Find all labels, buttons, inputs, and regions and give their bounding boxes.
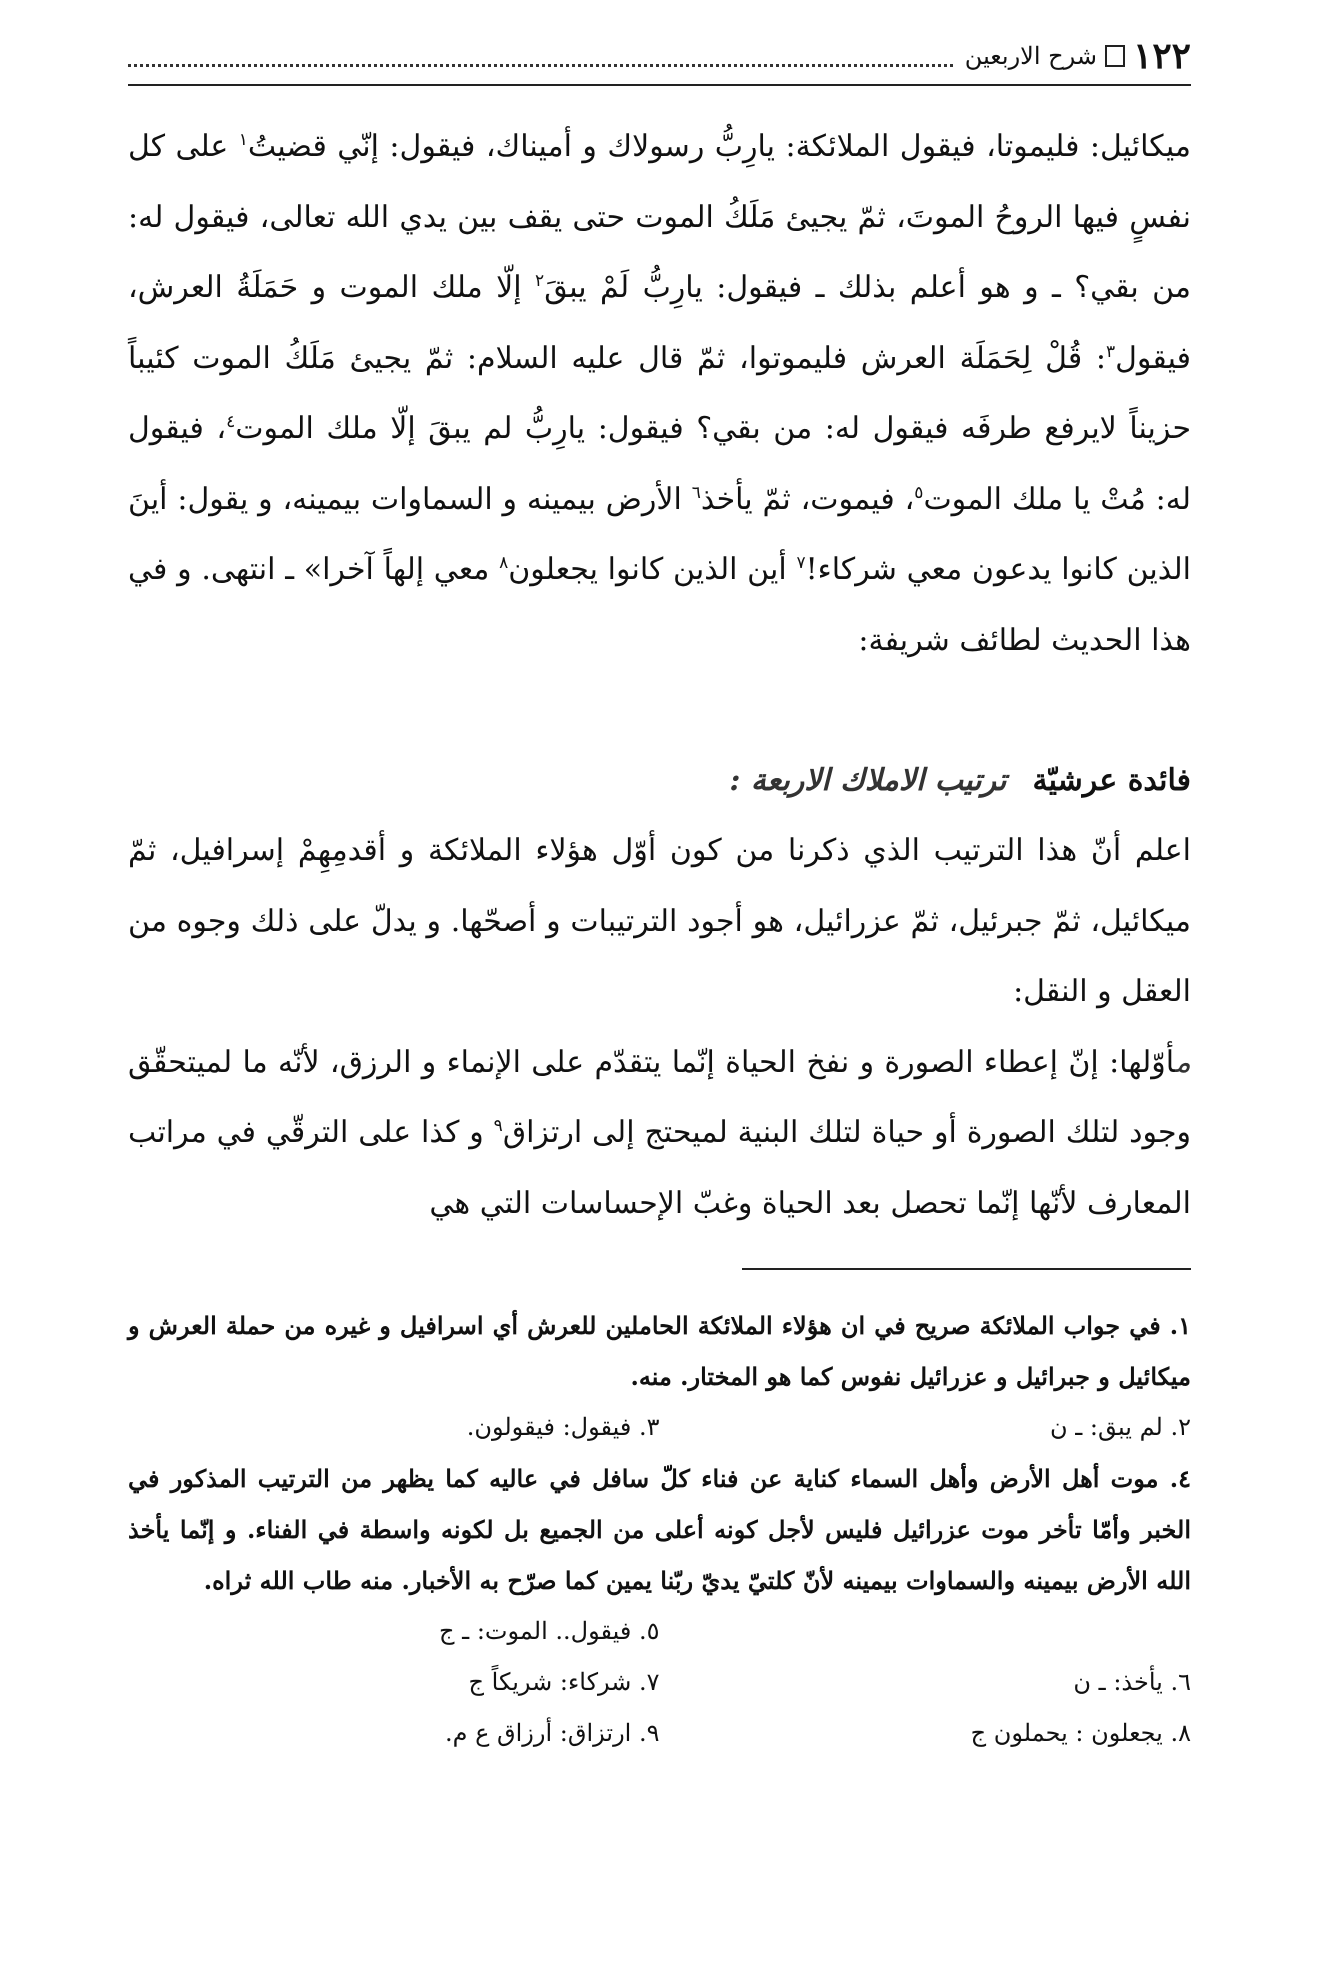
- main-text: [128, 112, 1191, 1239]
- section-spacer: [128, 676, 1191, 746]
- footnote-9: ٩. ارتزاق: أرزاق ع م.: [444, 1719, 660, 1747]
- handwritten-note: ترتيب الاملاك الاربعة :: [729, 763, 1007, 798]
- footnote-ref-2: ٢: [535, 271, 545, 291]
- footnote-5: ٥. فيقول.. الموت: ـ ج: [439, 1617, 660, 1645]
- margin-hand-mark: م: [1174, 1044, 1191, 1080]
- footnote-row-6-7: [128, 1657, 1191, 1708]
- footnote-ref-4: ٤: [226, 412, 236, 432]
- footnote-2: ٢. لم يبق: ـ ن: [1050, 1413, 1191, 1441]
- footnotes: [128, 1300, 1191, 1759]
- footnote-ref-1: ١: [238, 130, 248, 150]
- running-title: شرح الاربعين: [964, 42, 1097, 70]
- footnote-divider: [742, 1268, 1191, 1270]
- square-ornament-icon: [1105, 45, 1125, 67]
- footnote-ref-6: ٦: [691, 482, 701, 503]
- footnote-6: ٦. يأخذ: ـ ن: [1073, 1668, 1191, 1696]
- footnote-7: ٧. شركاء: شريكاً ج: [468, 1668, 660, 1696]
- footnote-ref-3: ٣: [1105, 341, 1116, 362]
- paragraph-first-reason: مأوّلها: إنّ إعطاء الصورة و نفخ الحياة إنّما يتقدّم على الإنماء و الرزق، لأنّه ما لميتحقّق وجود لتلك الصورة أو حياة لتلك البنية لميحتج إلى ارتزاق$^٩$ و كذا على الترقّي في مراتب المعارف لأنّها إنّما تحصل بعد الحياة وغبّ الإحساسات التي هي: [128, 1044, 1191, 1221]
- footnote-1: ١. في جواب الملائكة صريح في ان هؤلاء الملائكة الحاملين للعرش أي اسرافيل و غيره من حملة العرش و ميكائيل و جبرائيل و عزرائيل نفوس كما هو المختار. منه.: [128, 1311, 1191, 1391]
- page-number: ١٢٢: [1132, 35, 1191, 77]
- footnote-8: ٨. يجعلون : يحملون ج: [970, 1719, 1191, 1747]
- dotted-leader: [128, 64, 953, 67]
- paragraph-hadith: ميكائيل: فليموتا، فيقول الملائكة: يارِبُّ رسولاك و أميناك، فيقول: إنّي قضيتُ$^١$ على كل نفسٍ فيها الروحُ الموتَ، ثمّ يجيئ مَلَكُ الموت حتى يقف بين يدي الله تعالى، فيقول له: من بقي؟ ـ و هو أعلم بذلك ـ فيقول: يارِبُّ لَمْ يبقَ$^٢$ إلّا ملك الموت و حَمَلَةُ العرش، فيقول$^٣$: قُلْ لِحَمَلَة العرش فليموتوا، ثمّ قال عليه السلام: ثمّ يجيئ مَلَكُ الموت كئيباً حزيناً لايرفع طرفَه فيقول له: من بقي؟ فيقول: يارِبُّ لم يبقَ إلّا ملك الموت$^٤$، فيقول له: مُتْ يا ملك الموت$^٥$، فيموت، ثمّ يأخذ$^٦$ الأرض بيمينه و السماوات بيمينه، و يقول: أينَ الذين كانوا يدعون معي شركاء!$^٧$ أين الذين كانوا يجعلون$^٨$ معي إلهاً آخرا» ـ انتهى. و في هذا الحديث لطائف شريفة:: [128, 129, 1191, 658]
- footnote-ref-5: ٥: [914, 482, 924, 503]
- paragraph-intro: اعلم أنّ هذا الترتيب الذي ذكرنا من كون أوّل هؤلاء الملائكة و أقدمِهِمْ إسرافيل، ثمّ ميكائيل، ثمّ جبرئيل، ثمّ عزرائيل، هو أجود الترتيبات و أصحّها. و يدلّ على ذلك وجوه من العقل و النقل:: [128, 833, 1191, 1009]
- footnote-3: ٣. فيقول: فيقولون.: [466, 1413, 660, 1441]
- footnote-ref-8: ٨: [499, 553, 509, 573]
- footnote-4: ٤. موت أهل الأرض وأهل السماء كناية عن فناء كلّ سافل في عاليه كما يظهر من الترتيب المذكور في الخبر وأمّا تأخر موت عزرائيل فليس لأجل كونه أعلى من الجميع بل لكونه واسطة في الفناء. و إنّما يأخذ الله الأرض بيمينه والسماوات بيمينه لأنّ كلتيّ يديّ ربّنا يمين كما صرّح به الأخبار. منه طاب الله ثراه.: [128, 1464, 1191, 1595]
- page-header: [128, 28, 1191, 86]
- section-heading: فائدة عرشيّةترتيب الاملاك الاربعة :: [729, 763, 1191, 798]
- footnote-ref-9: ٩: [493, 1116, 503, 1136]
- footnote-row-8-9: [128, 1708, 1191, 1759]
- footnote-ref-7: ٧: [796, 553, 806, 573]
- footnote-row-2-3: [128, 1402, 1191, 1453]
- footnote-row-5: [128, 1606, 1191, 1657]
